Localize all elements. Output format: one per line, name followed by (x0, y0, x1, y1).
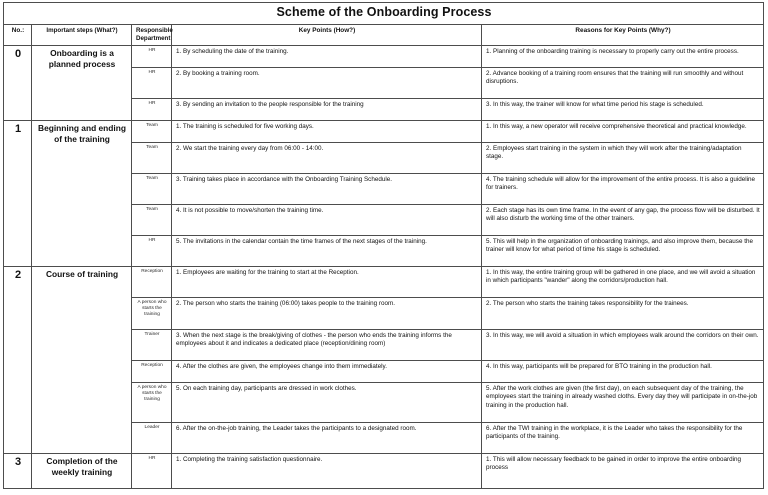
reason-cell: 2. Advance booking of a training room ensures that the training will run smoothly and without disruptions. (482, 67, 764, 98)
reason-cell: 1. In this way, a new operator will receive comprehensive theoretical and practical knowledge. (482, 120, 764, 142)
responsible-department-cell: HR (132, 453, 172, 488)
responsible-department-cell: Team (132, 204, 172, 235)
reason-cell: 1. This will allow necessary feedback to be gained in order to improve the entire onboarding process (482, 453, 764, 488)
reason-cell: 4. The training schedule will allow for the improvement of the entire process. It is also a guideline for trainers. (482, 173, 764, 204)
onboarding-scheme-table (3, 2, 764, 489)
column-header-no: No.: (4, 25, 32, 46)
key-point-cell: 5. The invitations in the calendar contain the time frames of the next stages of the training. (172, 235, 482, 266)
onboarding-scheme-sheet (0, 2, 768, 495)
responsible-department-cell: Team (132, 120, 172, 142)
section-step-name: Course of training (32, 266, 132, 453)
table-row (4, 266, 764, 297)
key-point-cell: 4. After the clothes are given, the employees change into them immediately. (172, 360, 482, 382)
table-row (4, 120, 764, 142)
key-point-cell: 4. It is not possible to move/shorten the training time. (172, 204, 482, 235)
reason-cell: 2. Each stage has its own time frame. In the event of any gap, the process flow will be disturbed. It will also disturb the working time of the other trainers. (482, 204, 764, 235)
key-point-cell: 2. By booking a training room. (172, 67, 482, 98)
key-point-cell: 2. The person who starts the training (06:00) takes people to the training room. (172, 297, 482, 329)
reason-cell: 3. In this way, we will avoid a situation in which employees walk around the corridors on their own. (482, 329, 764, 360)
responsible-department-cell: HR (132, 45, 172, 67)
key-point-cell: 3. When the next stage is the break/giving of clothes - the person who ends the training informs the employees about it and indicates a dedicated place (reception/dining room) (172, 329, 482, 360)
section-step-name: Completion of the weekly training (32, 453, 132, 488)
section-step-name: Onboarding is a planned process (32, 45, 132, 120)
responsible-department-cell: Reception (132, 360, 172, 382)
responsible-department-cell: Team (132, 142, 172, 173)
table-row (4, 45, 764, 67)
key-point-cell: 1. The training is scheduled for five working days. (172, 120, 482, 142)
column-header-responsible-department: Responsible Department (132, 25, 172, 46)
responsible-department-cell: A person who starts the training (132, 297, 172, 329)
reason-cell: 3. In this way, the trainer will know for what time period his stage is scheduled. (482, 98, 764, 120)
reason-cell: 5. This will help in the organization of onboarding trainings, and also improve them, because the trainer will know for what period of time his stage is scheduled. (482, 235, 764, 266)
page-title: Scheme of the Onboarding Process (4, 3, 764, 25)
key-point-cell: 1. Completing the training satisfaction questionnaire. (172, 453, 482, 488)
column-header-key-points: Key Points (How?) (172, 25, 482, 46)
section-number: 3 (4, 453, 32, 488)
responsible-department-cell: Team (132, 173, 172, 204)
responsible-department-cell: Trainer (132, 329, 172, 360)
header-row (4, 25, 764, 46)
key-point-cell: 1. Employees are waiting for the training to start at the Reception. (172, 266, 482, 297)
responsible-department-cell: Reception (132, 266, 172, 297)
reason-cell: 2. Employees start training in the system in which they will work after the training/adaptation stage. (482, 142, 764, 173)
section-number: 0 (4, 45, 32, 120)
section-number: 1 (4, 120, 32, 266)
table-row (4, 453, 764, 488)
key-point-cell: 1. By scheduling the date of the training. (172, 45, 482, 67)
reason-cell: 4. In this way, participants will be prepared for BTO training in the production hall. (482, 360, 764, 382)
column-header-reasons: Reasons for Key Points (Why?) (482, 25, 764, 46)
column-header-important-steps: Important steps (What?) (32, 25, 132, 46)
section-number: 2 (4, 266, 32, 453)
reason-cell: 1. Planning of the onboarding training is necessary to properly carry out the entire process. (482, 45, 764, 67)
key-point-cell: 3. Training takes place in accordance with the Onboarding Training Schedule. (172, 173, 482, 204)
responsible-department-cell: A person who starts the training (132, 382, 172, 422)
reason-cell: 5. After the work clothes are given (the first day), on each subsequent day of the training, the employees start the training in already washed cloths. Every day they will participate in on-the-job training in the production hall. (482, 382, 764, 422)
reason-cell: 2. The person who starts the training takes responsibility for the trainees. (482, 297, 764, 329)
key-point-cell: 5. On each training day, participants are dressed in work clothes. (172, 382, 482, 422)
key-point-cell: 2. We start the training every day from 06:00 - 14:00. (172, 142, 482, 173)
responsible-department-cell: HR (132, 235, 172, 266)
responsible-department-cell: HR (132, 67, 172, 98)
reason-cell: 6. After the TWI training in the workplace, it is the Leader who takes the responsibility for the participants of the training. (482, 422, 764, 453)
reason-cell: 1. In this way, the entire training group will be gathered in one place, and we will avoid a situation in which participants "wander" along the corridors/production hall. (482, 266, 764, 297)
responsible-department-cell: Leader (132, 422, 172, 453)
responsible-department-cell: HR (132, 98, 172, 120)
key-point-cell: 3. By sending an invitation to the people responsible for the training (172, 98, 482, 120)
section-step-name: Beginning and ending of the training (32, 120, 132, 266)
title-row (4, 3, 764, 25)
key-point-cell: 6. After the on-the-job training, the Leader takes the participants to a designated room. (172, 422, 482, 453)
